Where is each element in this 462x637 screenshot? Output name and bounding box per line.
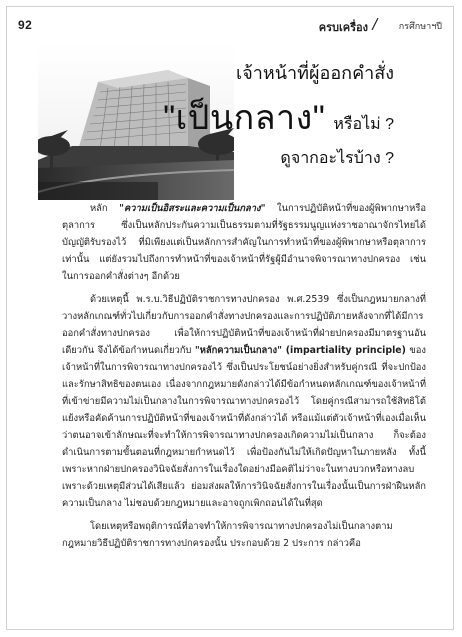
issue-label: กรศึกษาฯปี bbox=[398, 21, 442, 31]
paragraph-2 bbox=[62, 291, 426, 512]
paragraph-2-prefix: ด้วยเหตุนี้ พ.ร.บ.วิธีปฏิบัติราชการทางปกครอง พ.ศ.2539 ซึ่งเป็นกฎหมายกลางที่วางหลักเกณฑ์ทั่วไปเกี่ยวกับการออกคำสั่งทางปกครองและการปฏิบัติภายหลังจากที่ได้มีการออกคำสั่งทางปกครอง เพื่อให้การปฏิบัติหน้าที่ของเจ้าหน้าที่ฝ่ายปกครองมีมาตรฐานอันเดียวกัน จึงได้ข้อกำหนดเกี่ยวกับ bbox=[62, 294, 426, 356]
paragraph-2-emphasis: "หลักความเป็นกลาง" (impartiality principle) bbox=[194, 345, 406, 356]
article-body bbox=[62, 200, 426, 552]
title-main-line bbox=[163, 90, 394, 144]
paragraph-3: โดยเหตุหรือพฤติการณ์ที่อาจทำให้การพิจารณาทางปกครองไม่เป็นกลางตามกฎหมายวิธีปฏิบัติราชการทางปกครองนั้น ประกอบด้วย 2 ประการ กล่าวคือ bbox=[62, 521, 393, 549]
paragraph-1-prefix: หลัก bbox=[90, 203, 108, 214]
title-bottom-line: ดูจากอะไรบ้าง ? bbox=[280, 150, 394, 167]
title-main-text: "เป็นกลาง" bbox=[163, 99, 326, 137]
magazine-brand: ครบเครื่อง bbox=[318, 22, 368, 34]
title-top-line: เจ้าหน้าที่ผู้ออกคำสั่ง bbox=[236, 63, 394, 83]
paragraph-1-emphasis: "ความเป็นอิสระและความเป็นกลาง" bbox=[119, 203, 266, 214]
paragraph-1-text: ในการปฏิบัติหน้าที่ของผู้พิพากษาหรือตุลาการ ซึ่งเป็นหลักประกันความเป็นธรรมตามที่รัฐธรรมนูญแห่งราชอาณาจักรไทยได้บัญญัติรับรองไว้ ที่มิเพียงแต่เป็นหลักการสำคัญในการทำหน้าที่ของผู้พิพากษาหรือตุลาการเท่านั้น แต่ยังรวมไปถึงการทำหน้าที่ของเจ้าหน้าที่รัฐผู้มีอำนาจพิจารณาทางปกครอง เช่น ในการออกคำสั่งต่างๆ อีกด้วย bbox=[62, 203, 426, 282]
page-header bbox=[18, 18, 444, 36]
title-main-suffix: หรือไม่ ? bbox=[333, 116, 394, 133]
page-number: 92 bbox=[18, 18, 33, 32]
article-title bbox=[163, 58, 394, 178]
slash-divider-icon bbox=[370, 18, 380, 30]
paragraph-1 bbox=[62, 200, 426, 285]
paragraph-2-text: ของเจ้าหน้าที่ในการพิจารณาทางปกครองไว้ ซึ่งเป็นประโยชน์อย่างยิ่งสำหรับคู่กรณี ที่จะปกป้องและรักษาสิทธิของตนเอง เนื่องจากกฎหมายดังกล่าวได้มีข้อกำหนดหลักเกณฑ์ของเจ้าหน้าที่ที่เข้าข่ายมีความไม่เป็นกลางในการพิจารณาทางปกครองไว้ โดยคู่กรณีสามารถใช้สิทธิโต้แย้งหรือคัดค้านการปฏิบัติหน้าที่ของเจ้าหน้าที่ดังกล่าวได้ หรือแม้แต่ตัวเจ้าหน้าที่เองเมื่อเห็นว่าตนอาจเข้าลักษณะที่จะทำให้การพิจารณาทางปกครองเกิดความไม่เป็นกลาง ก็จะต้องดำเนินการตามขั้นตอนที่กฎหมายกำหนดไว้ เพื่อป้องกันไม่ให้เกิดปัญหาในภายหลัง ทั้งนี้เพราะหากฝ่ายปกครองวินิจฉัยสั่งการในเรื่องใดอย่างมีอคติไม่ว่าจะในทางบวกหรือทางลบ เพราะด้วยเหตุมีส่วนได้เสียแล้ว ย่อมส่งผลให้การวินิจฉัยสั่งการในเรื่องนั้นเป็นการฝ่าฝืนหลักความเป็นกลาง ไม่ชอบด้วยกฎหมายและอาจถูกเพิกถอนได้ในที่สุด bbox=[62, 345, 427, 509]
